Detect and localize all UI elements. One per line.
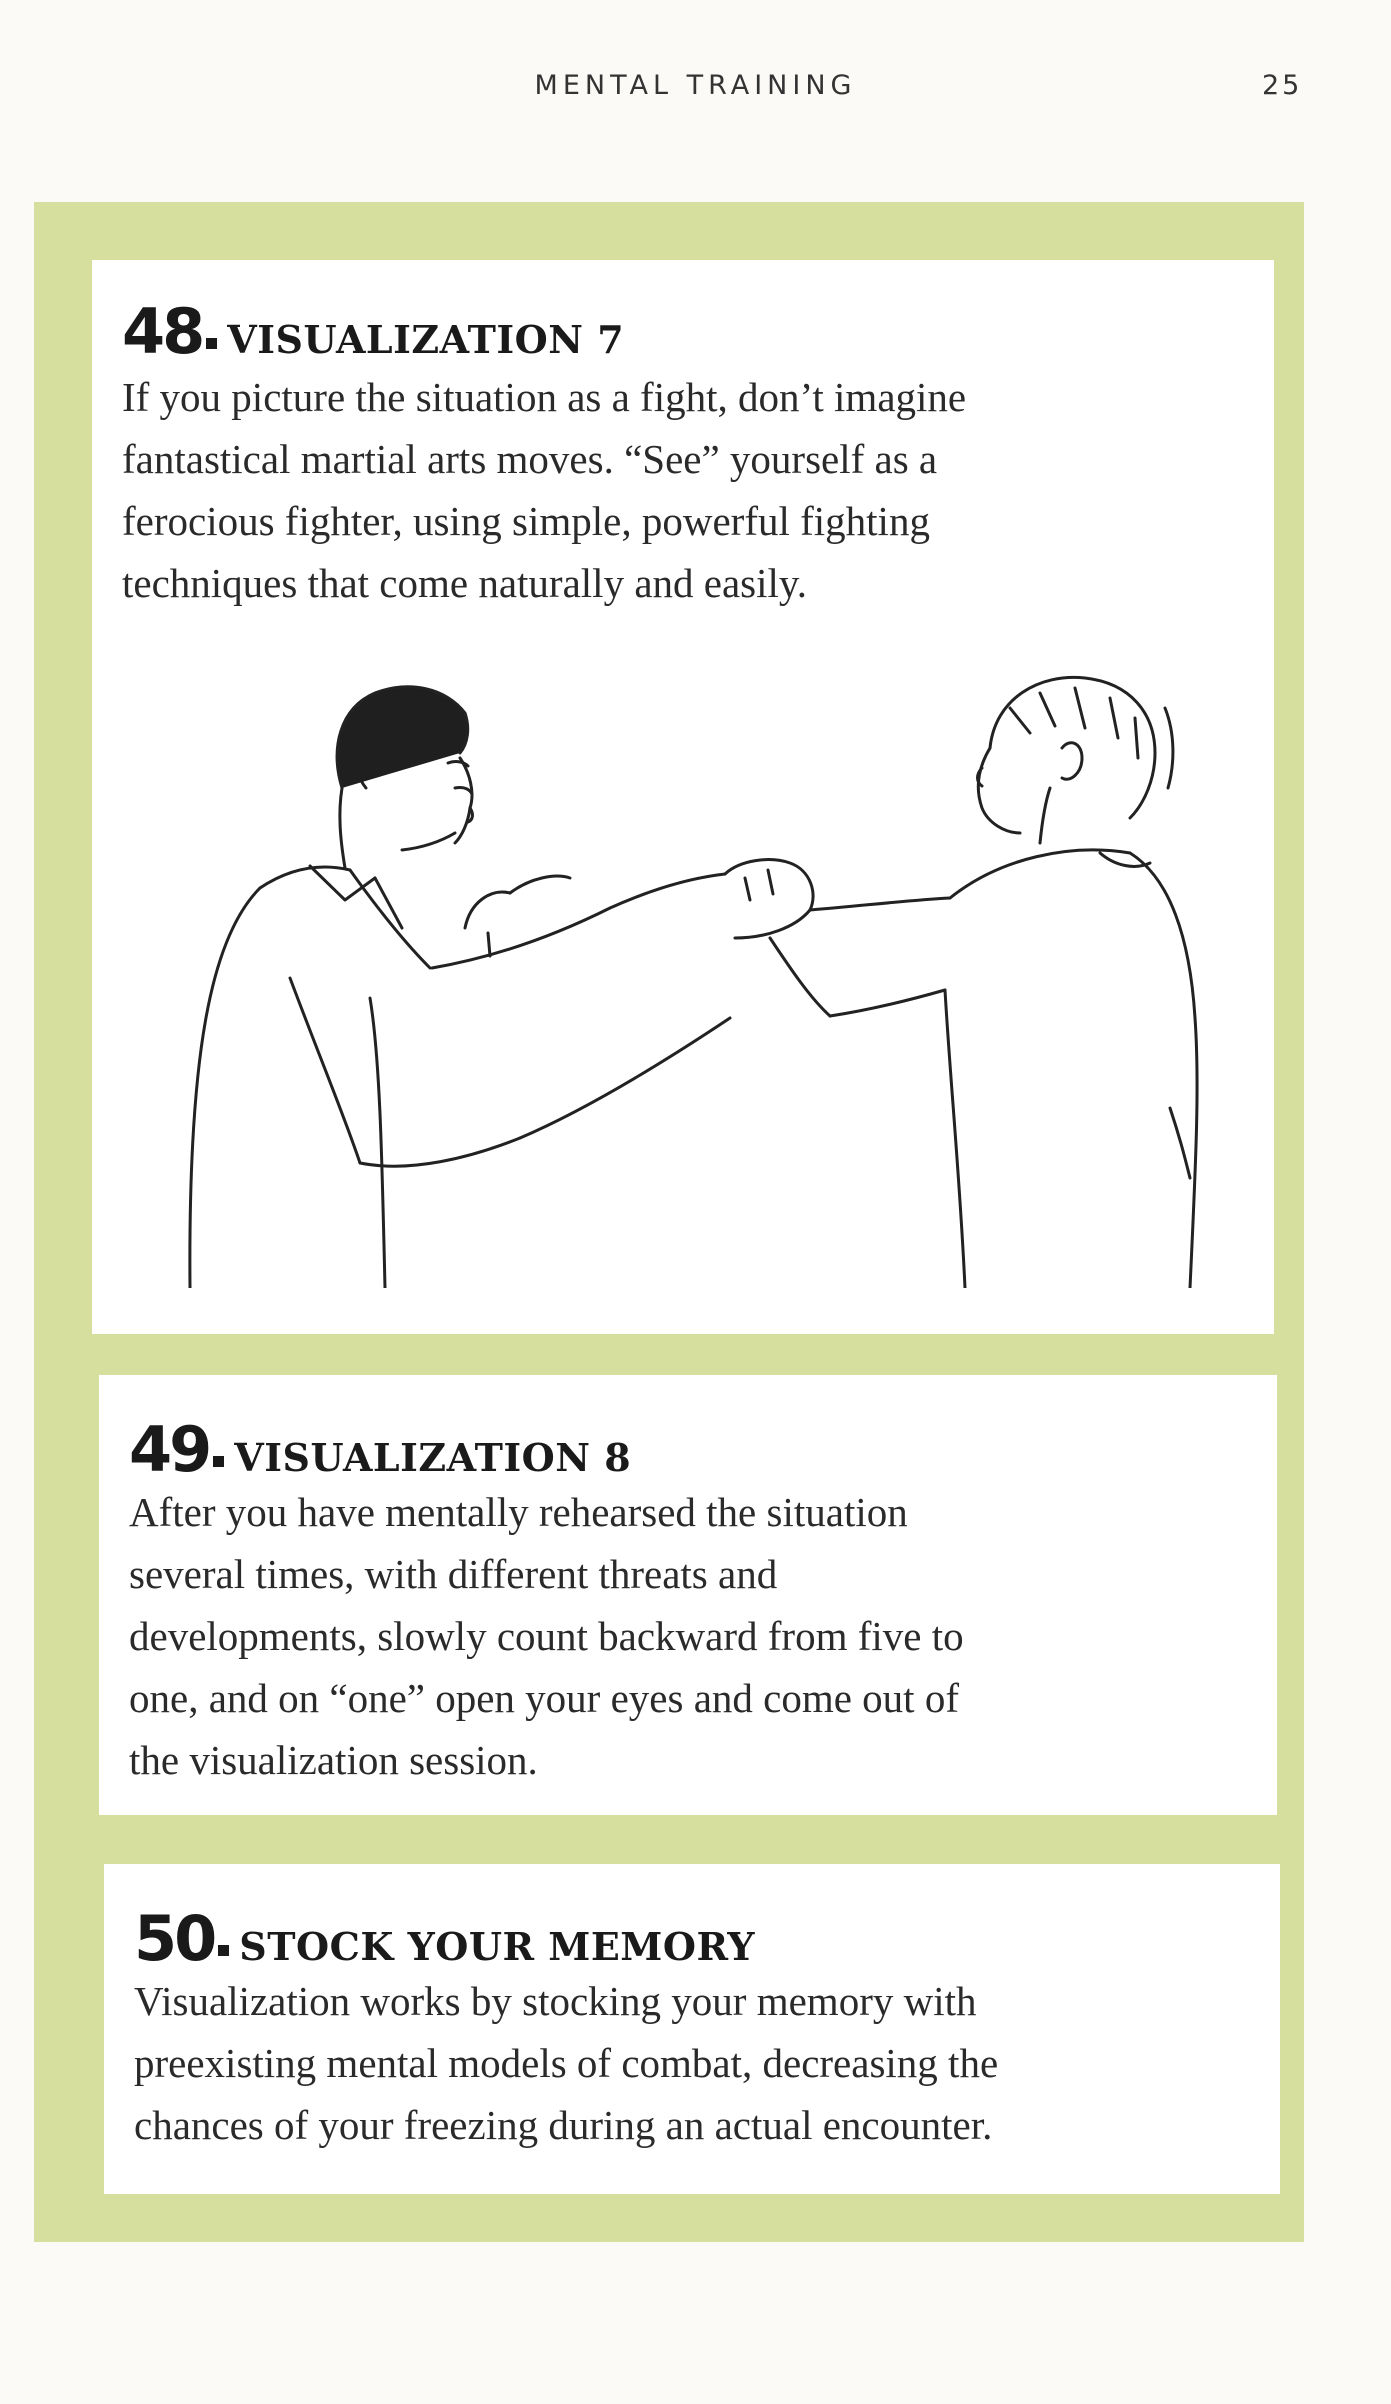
tip-50-body [134,1970,998,2156]
left-fighter-face [455,758,472,843]
tip-49-panel [99,1375,1277,1815]
tip-49-title: VISUALIZATION 8 [234,1435,632,1480]
tip-49-heading [129,1413,631,1486]
fighters-illustration [170,638,1230,1288]
tip-49-line-1: After you have mentally rehearsed the situation [129,1489,908,1535]
tip-48-body [122,366,966,614]
tip-50-panel [104,1864,1280,2194]
tip-50-line-2: preexisting mental models of combat, decreasing the [134,2040,999,2086]
tip-49-line-3: developments, slowly count backward from five to [129,1613,964,1659]
tips-frame [34,202,1304,2242]
left-fighter-torso [190,888,260,1288]
tip-48-heading [122,295,624,368]
tip-49-body [129,1481,964,1791]
left-fighter-guard-hand [465,892,510,928]
fighters-drawing [170,638,1230,1288]
left-fighter-hair [337,687,468,788]
tip-49-line-2: several times, with different threats and [129,1551,778,1597]
tip-48-title: VISUALIZATION 7 [227,317,625,362]
page-number: 25 [1262,70,1303,101]
tip-48-number: 48 [122,295,203,368]
clashing-fists [725,860,813,910]
right-fighter-hair [990,677,1155,818]
bullet-square-icon [213,1456,224,1467]
right-fighter-face [978,748,1020,833]
tip-48-panel [92,260,1274,1334]
tip-49-line-5: the visualization session. [129,1737,538,1783]
running-head: MENTAL TRAINING [534,70,857,101]
tip-48-line-4: techniques that come naturally and easily. [122,560,807,606]
tip-50-number: 50 [134,1902,215,1975]
tip-48-line-1: If you picture the situation as a fight, don’t imagine [122,374,967,420]
bullet-square-icon [206,338,217,349]
tip-50-title: STOCK YOUR MEMORY [239,1924,756,1969]
tip-49-number: 49 [129,1413,210,1486]
tip-50-line-1: Visualization works by stocking your memory with [134,1978,977,2024]
tip-48-line-2: fantastical martial arts moves. “See” yourself as a [122,436,938,482]
bullet-square-icon [218,1945,229,1956]
tip-49-line-4: one, and on “one” open your eyes and come out of [129,1675,959,1721]
tip-50-heading [134,1902,755,1975]
tip-48-line-3: ferocious fighter, using simple, powerful fighting [122,498,930,544]
tip-50-line-3: chances of your freezing during an actual encounter. [134,2102,993,2148]
